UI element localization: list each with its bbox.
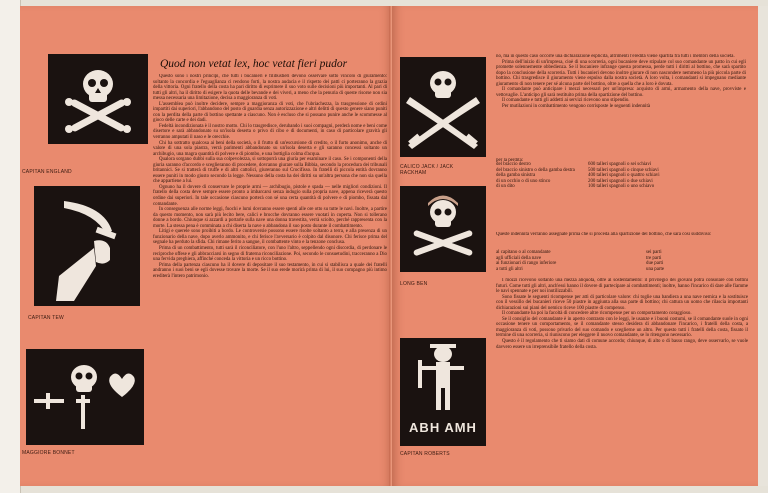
indemnity-part: del braccio destro [496, 162, 531, 167]
rules-text-column [153, 74, 387, 484]
share-who: al capitano o al comandante [496, 250, 551, 255]
rules-paragraph: Qualora sorgano dubbi sulla sua colpevolezza, si sottoporrà una giuria per esaminare il caso. Se i componenti della giuria saranno d'accordo e sceglieranno di procedere, dovranno giurare sulla Bibbia, secondo la procedura dei tribunali britannici. Se si tratterà di truffe e di altri cattolici, giureranno sul Crocifisso. In fratelli di piccola entità dovranno essere puniti in modo giusto secondo la legge. Nessuno della costa ha dei diritti su un'altra persona che non sia quella che appartiene a lui. [153, 157, 387, 185]
rules-paragraph: Il comandante e tutti gli addetti ai servizi ricevono uno stipendio. [502, 98, 630, 104]
bonnet-flag-icon [26, 349, 144, 445]
rules-text-column-right-bottom [496, 278, 748, 478]
caption-bonnet: MAGGIORE BONNET [22, 450, 75, 456]
roberts-flag-icon [400, 338, 486, 446]
rackham-flag-icon [400, 57, 486, 157]
share-amount: due parti [646, 261, 664, 267]
indemnity-amount: 600 talleri spagnoli o sei schiavi [588, 162, 652, 167]
indemnity-amount: 400 talleri spagnoli o quattro schiavi [588, 173, 660, 179]
indemnity-amount: 200 talleri spagnoli o due schiavi [588, 178, 653, 184]
rules-paragraph: I mozzi ricevono soltanto una mezza aliquota, oltre al sostentamento: il privilegio dei giovani potrà consolare con bottini futuri. Come tutti gli altri, anch'essi hanno il dovere di partecipare ai combattimenti; inoltre, hanno l'incarico di dare alle fiamme le navi spennate e per noi inutilizzabili. [496, 278, 748, 295]
table-row [496, 267, 736, 273]
caption-roberts: CAPITAN ROBERTS [400, 451, 450, 457]
rules-paragraph: Questo è il regolamento che ti siamo dati di comune accordo; chiunque, di alto o di basso rango, deve osservarlo, se vuole davvero essere un irreprensibile fratello della costa. [496, 339, 748, 350]
arm-sword-icon [34, 186, 140, 306]
share-table [496, 250, 736, 272]
rules-paragraph: Fedeltà incondizionata è il nostro motto. Chi lo trasgredisce, derubando i suoi compagni, perderà nome e beni come disertore e sarà abbandonato su un'isola deserta o privo di cibo e di documenti, in caso di particolare gravità gli verranno amputati il naso e le orecchie. [153, 123, 387, 141]
skull-bandana-icon [400, 186, 486, 272]
rules-paragraph: Litigi e querele sono proibiti a bordo. Le controversie possono essere risolte soltanto a terra, e alla presenza di un funzionario della nave, dopo averlo ammonito, e chi ferisce l'avversario è colpito dal disonore. Chi ferisce prima del segnale ha perduto la sfida. Chi rimane ferito a sangue, il combattente vinto e la tenzone conclusa. [153, 229, 387, 246]
rules-paragraph: Chi ha sottratto qualcosa ai beni della società, o il frutto di un'escursione di credito, o il furto anonimo, anche di valore di una sola piastra, verrà parimenti abbandonato su un'isola deserta e gli saranno concessi soltanto un archibugio, una magra quantità di polvere e di piombo, e una bottiglia colma d'acqua. [153, 140, 387, 157]
rules-paragraph: Prima dell'inizio di un'impresa, cioè di una scorreria, ogni bucaniere deve stipulare col suo comandante un patto in cui egli promette solennemente obbedienza. Se il bucaniere infrange questa promessa, perde tutti i diritti al bottino, che sarà spartito dopo la conclusione della scorreria. Tutti i bucanieri devono inoltre giurare di non nascondere nemmeno la più piccola parte di bottino. Chi trasgredisce il giuramento viene espulso dalla nostra società. A loro volta, i comandanti si impegnano mediante giuramento di non tenere per sé alcuna parte del bottino, oltre a quella che a loro è dovuta. [496, 59, 746, 87]
indemnity-heading: per la perdita: [496, 158, 524, 163]
england-flag-icon [48, 54, 148, 144]
share-who: a tutti gli altri [496, 266, 523, 272]
rules-paragraph: no, ma in questo caso occorre una dichiarazione esplicita, altrimenti l'eredità viene spartita fra tutti i membri della società. [496, 54, 735, 59]
skull-crossed-swords-icon [400, 57, 486, 157]
rules-paragraph: Ognuno ha il dovere di conservare le proprie armi — archibugio, pistole e spada — nelle migliori condizioni. Il fratello della costa deve sempre essere pronto a imbarcarsi senza indugio sulla propria nave, appena riceverà questo ordine dai superiori. In tale occasione ciascuno porterà con sé una certa quantità di polvere e di piombo, fissata dal comandante. [153, 184, 387, 207]
rules-paragraph: Sono fissate le seguenti ricompense per atti di particolare valore: chi toglie una bandiera a una nave nemica e la sostituisce con il vessillo dei bucanieri riceve 50 piastre in aggiunta alla sua parte di bottino; chi cattura un uomo che rilascia importanti dichiarazioni sui piani del nemico riceve 100 piastre di compenso. [496, 294, 748, 311]
rules-paragraph: Se il consiglio del comandante è in aperto contrasto con le leggi, le usanze e i buoni costumi, se il comandante suole in ogni occasione tenere un comportamento, se il comandante stesso desidera di abbandonare l'incarico, i fratelli della costa, a maggioranza di voti, possono privarlo del suo comando e sceglierne un altro. Per questo tutti i fratelli della costa, fissato il termine di una scorreria, si riuniscono per eleggere il nuovo comandante, se lo ritengono necessario. [496, 316, 748, 339]
share-amount: sei parti [646, 250, 662, 255]
rules-text-column-right-top [496, 54, 746, 152]
caption-tew: CAPITAN TEW [28, 315, 64, 321]
indemnity-part: di un occhio o di uno stinco [496, 178, 551, 184]
share-amount: tre parti [646, 255, 662, 261]
rules-paragraph: Il comandante ha poi la facoltà di concedere altre ricompense per un comportamento coraggioso. [502, 311, 692, 317]
rules-paragraph: Per mutilazioni in combattimento vengono corrisposte le seguenti indennità [502, 103, 651, 109]
tew-flag-icon [34, 186, 140, 306]
indemnity-part: della gamba sinistra [496, 173, 536, 179]
share-amount: una parte [646, 266, 665, 272]
share-intro-block [496, 232, 748, 244]
left-page [20, 6, 392, 486]
indemnity-amount: 500 talleri spagnoli o cinque schiavi [588, 167, 659, 173]
caption-rackham: CALICO JACK / JACK RACKHAM [400, 164, 454, 176]
rules-paragraph: Il comandante può anticipare i mezzi necessari per un'impresa: acquisto di armi, armamento della nave, provviste e vettovaglie. L'anticipo gli sarà restituito prima della spartizione del bottino. [496, 87, 746, 98]
share-who: ai funzionari di rango inferiore [496, 261, 557, 267]
table-row [496, 184, 758, 190]
rules-paragraph: L'assemblea può inoltre decidere, sempre a maggioranza di voti, che l'ubriachezza, la trasgressione di ordini impartiti dai superiori, l'abbandono del posto di guardia senza autorizzazione e altri delitti di questo genere siano puniti con la perdita della parte di bottino spettante a ciascuno. Non è escluso che si possano punire anche le scommesse al gioco delle carte e dei dadi. [153, 101, 387, 124]
ben-flag-icon [400, 186, 486, 272]
indemnity-part: del braccio sinistro o della gamba destra [496, 167, 575, 173]
caption-england: CAPITAN ENGLAND [22, 169, 72, 175]
share-intro: Queste indennità verranno assegnate prima che si proceda alla spartizione del bottino, che sarà così suddiviso: [496, 232, 712, 237]
indemnity-amount: 100 talleri spagnoli o uno schiavo [588, 184, 655, 190]
caption-ben: LONG BEN [400, 281, 428, 287]
rules-paragraph: Questo sono i nostri principi, che tutti i bucanieri e filibustieri devono osservare sotto vincolo di giuramento: soltanto la concordia e l'eguaglianza ci rendono forti, la nostra audacia e il rispetto dei patti ci porteranno la grazia della vittoria. Ogni fratello della costa ha pari diritto di esprimere il suo voto sulle decisioni più importanti. Al pari di tutti gli altri, ha il diritto di esigere la quota delle bevande e dei viveri, a meno che la penuria di queste risorse non sia messa necessaria una limitazione, decisa a maggioranza di voti. [153, 74, 387, 102]
page-title: Quod non vetat lex, hoc vetat fieri pudor [160, 58, 348, 70]
indemnity-table [496, 162, 758, 190]
share-who: agli ufficiali della nave [496, 255, 542, 261]
indemnity-part: di un dito [496, 184, 515, 190]
rules-paragraph: Prima di un combattimento, tutti sarà il riconciliatore, con l'uno l'altro, seppellendo ogni discordia, di perdonare le reciproche offese e gli abbracciarsi in segno di fraterna riconciliazione. Poi, secondo le consuetudini, tracceranno a Dio una fervida preghiera, affinché conceda la vittoria e un ricco bottino. [153, 245, 387, 263]
rules-paragraph: In conseguenza alle norme leggi, fuochi e lumi dovranno essere spenti alle ore otto su tutte le navi. Inoltre, a partire da questo momento, non sarà più lecito bere, calici e brocche dovranno essere vuotati in coperta. Non si tollerano donne a bordo. Chiunque si azzardi a portarle sulla nave una donna travestita, verrà sciolto, perché rappresenta con la morte. La stessa pena è comminata a chi diserta la nave o abbandona il suo posto durante il combattimento. [153, 207, 387, 229]
roberts-flag-text: ABH AMH [409, 420, 477, 435]
skull-heart-dagger-icon [26, 349, 144, 445]
skull-crossbones-icon [48, 54, 148, 144]
book-cover-edge [0, 0, 21, 493]
rules-paragraph: Prima della partenza ciascuno ha il dovere di depositare il suo testamento, in cui si stabilisca a quale dei fratelli andranno i suoi beni se egli dovesse trovare la morte. Se il suo erede morirà prima di lui, il suo compagno più intimo erediterà l'intero patrimonio. [153, 262, 387, 279]
background-edge [758, 6, 768, 486]
